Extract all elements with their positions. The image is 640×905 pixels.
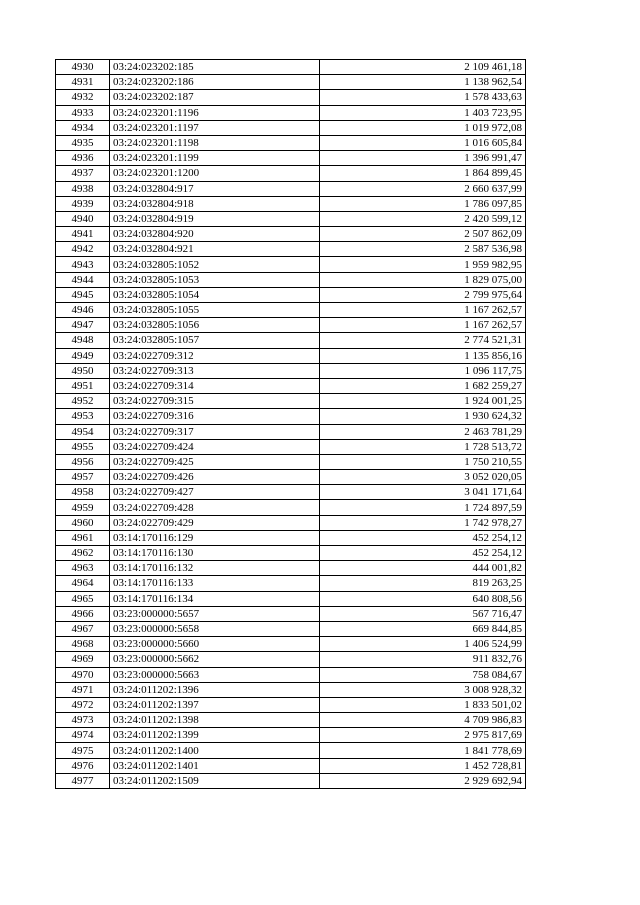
row-number-cell: 4964 <box>56 576 110 591</box>
row-number-cell: 4954 <box>56 424 110 439</box>
row-number-cell: 4946 <box>56 303 110 318</box>
row-number-cell: 4959 <box>56 500 110 515</box>
cadastral-number-cell: 03:24:032805:1053 <box>110 272 320 287</box>
cadastral-value-cell: 2 929 692,94 <box>320 773 526 788</box>
table-row <box>56 591 526 606</box>
table-body <box>56 60 526 789</box>
row-number-cell: 4963 <box>56 561 110 576</box>
row-number-cell: 4945 <box>56 287 110 302</box>
table-row <box>56 576 526 591</box>
row-number-cell: 4975 <box>56 743 110 758</box>
table-row <box>56 546 526 561</box>
row-number-cell: 4930 <box>56 60 110 75</box>
table-row <box>56 348 526 363</box>
cadastral-number-cell: 03:24:032804:921 <box>110 242 320 257</box>
cadastral-number-cell: 03:24:022709:426 <box>110 470 320 485</box>
row-number-cell: 4966 <box>56 606 110 621</box>
table-row <box>56 90 526 105</box>
row-number-cell: 4935 <box>56 135 110 150</box>
cadastral-value-cell: 2 109 461,18 <box>320 60 526 75</box>
cadastral-value-cell: 1 019 972,08 <box>320 120 526 135</box>
cadastral-value-cell: 1 930 624,32 <box>320 409 526 424</box>
cadastral-value-cell: 2 774 521,31 <box>320 333 526 348</box>
cadastral-number-cell: 03:23:000000:5663 <box>110 667 320 682</box>
row-number-cell: 4962 <box>56 546 110 561</box>
cadastral-number-cell: 03:24:011202:1399 <box>110 728 320 743</box>
table-row <box>56 196 526 211</box>
table-row <box>56 303 526 318</box>
table-row <box>56 424 526 439</box>
table-row <box>56 105 526 120</box>
cadastral-value-cell: 1 829 075,00 <box>320 272 526 287</box>
cadastral-number-cell: 03:14:170116:133 <box>110 576 320 591</box>
table-row <box>56 758 526 773</box>
cadastral-value-cell: 1 396 991,47 <box>320 151 526 166</box>
cadastral-number-cell: 03:23:000000:5657 <box>110 606 320 621</box>
cadastral-value-cell: 1 833 501,02 <box>320 697 526 712</box>
row-number-cell: 4949 <box>56 348 110 363</box>
table-row <box>56 135 526 150</box>
cadastral-value-cell: 2 799 975,64 <box>320 287 526 302</box>
row-number-cell: 4974 <box>56 728 110 743</box>
table-row <box>56 561 526 576</box>
table-row <box>56 439 526 454</box>
table-row <box>56 318 526 333</box>
table-row <box>56 682 526 697</box>
row-number-cell: 4972 <box>56 697 110 712</box>
cadastral-number-cell: 03:24:022709:312 <box>110 348 320 363</box>
cadastral-number-cell: 03:24:011202:1401 <box>110 758 320 773</box>
cadastral-number-cell: 03:24:032804:918 <box>110 196 320 211</box>
cadastral-number-cell: 03:24:011202:1509 <box>110 773 320 788</box>
cadastral-value-cell: 819 263,25 <box>320 576 526 591</box>
cadastral-number-cell: 03:24:022709:429 <box>110 515 320 530</box>
table-row <box>56 378 526 393</box>
table-row <box>56 242 526 257</box>
cadastral-number-cell: 03:24:022709:428 <box>110 500 320 515</box>
cadastral-value-cell: 3 052 020,05 <box>320 470 526 485</box>
row-number-cell: 4958 <box>56 485 110 500</box>
cadastral-number-cell: 03:24:022709:316 <box>110 409 320 424</box>
cadastral-number-cell: 03:24:011202:1400 <box>110 743 320 758</box>
table-row <box>56 773 526 788</box>
cadastral-number-cell: 03:24:032804:917 <box>110 181 320 196</box>
cadastral-number-cell: 03:24:022709:425 <box>110 454 320 469</box>
row-number-cell: 4967 <box>56 621 110 636</box>
cadastral-value-cell: 1 724 897,59 <box>320 500 526 515</box>
cadastral-number-cell: 03:24:023201:1196 <box>110 105 320 120</box>
cadastral-number-cell: 03:24:032805:1054 <box>110 287 320 302</box>
row-number-cell: 4976 <box>56 758 110 773</box>
cadastral-number-cell: 03:24:022709:313 <box>110 363 320 378</box>
table-row <box>56 485 526 500</box>
cadastral-value-cell: 1 016 605,84 <box>320 135 526 150</box>
row-number-cell: 4951 <box>56 378 110 393</box>
cadastral-value-cell: 758 084,67 <box>320 667 526 682</box>
cadastral-value-cell: 1 135 856,16 <box>320 348 526 363</box>
table-row <box>56 728 526 743</box>
cadastral-value-cell: 1 406 524,99 <box>320 637 526 652</box>
cadastral-value-cell: 1 750 210,55 <box>320 454 526 469</box>
cadastral-number-cell: 03:24:023201:1200 <box>110 166 320 181</box>
table-row <box>56 515 526 530</box>
cadastral-number-cell: 03:24:023202:185 <box>110 60 320 75</box>
cadastral-value-cell: 4 709 986,83 <box>320 713 526 728</box>
table-row <box>56 272 526 287</box>
row-number-cell: 4960 <box>56 515 110 530</box>
cadastral-number-cell: 03:23:000000:5660 <box>110 637 320 652</box>
cadastral-value-cell: 2 507 862,09 <box>320 227 526 242</box>
cadastral-value-cell: 1 096 117,75 <box>320 363 526 378</box>
cadastral-value-cell: 1 786 097,85 <box>320 196 526 211</box>
cadastral-number-cell: 03:24:022709:424 <box>110 439 320 454</box>
row-number-cell: 4952 <box>56 394 110 409</box>
row-number-cell: 4942 <box>56 242 110 257</box>
cadastral-number-cell: 03:24:022709:314 <box>110 378 320 393</box>
table-row <box>56 333 526 348</box>
cadastral-number-cell: 03:24:032805:1056 <box>110 318 320 333</box>
cadastral-value-cell: 2 660 637,99 <box>320 181 526 196</box>
cadastral-value-table <box>55 59 526 789</box>
cadastral-number-cell: 03:14:170116:134 <box>110 591 320 606</box>
row-number-cell: 4968 <box>56 637 110 652</box>
row-number-cell: 4957 <box>56 470 110 485</box>
row-number-cell: 4950 <box>56 363 110 378</box>
row-number-cell: 4941 <box>56 227 110 242</box>
row-number-cell: 4977 <box>56 773 110 788</box>
cadastral-number-cell: 03:24:032804:919 <box>110 211 320 226</box>
cadastral-number-cell: 03:14:170116:130 <box>110 546 320 561</box>
cadastral-value-cell: 1 452 728,81 <box>320 758 526 773</box>
row-number-cell: 4943 <box>56 257 110 272</box>
table-row <box>56 151 526 166</box>
table-row <box>56 743 526 758</box>
cadastral-number-cell: 03:24:022709:427 <box>110 485 320 500</box>
table-row <box>56 637 526 652</box>
row-number-cell: 4970 <box>56 667 110 682</box>
cadastral-number-cell: 03:24:023201:1198 <box>110 135 320 150</box>
cadastral-value-cell: 1 403 723,95 <box>320 105 526 120</box>
cadastral-number-cell: 03:24:032805:1052 <box>110 257 320 272</box>
row-number-cell: 4973 <box>56 713 110 728</box>
cadastral-value-cell: 640 808,56 <box>320 591 526 606</box>
table-row <box>56 470 526 485</box>
cadastral-value-cell: 1 924 001,25 <box>320 394 526 409</box>
table-row <box>56 60 526 75</box>
table-row <box>56 227 526 242</box>
cadastral-number-cell: 03:24:011202:1397 <box>110 697 320 712</box>
row-number-cell: 4932 <box>56 90 110 105</box>
table-row <box>56 75 526 90</box>
table-row <box>56 166 526 181</box>
row-number-cell: 4940 <box>56 211 110 226</box>
cadastral-value-cell: 3 008 928,32 <box>320 682 526 697</box>
cadastral-value-cell: 1 167 262,57 <box>320 318 526 333</box>
row-number-cell: 4933 <box>56 105 110 120</box>
row-number-cell: 4956 <box>56 454 110 469</box>
table-row <box>56 120 526 135</box>
row-number-cell: 4955 <box>56 439 110 454</box>
table-row <box>56 181 526 196</box>
table-row <box>56 667 526 682</box>
cadastral-value-cell: 1 742 978,27 <box>320 515 526 530</box>
row-number-cell: 4971 <box>56 682 110 697</box>
cadastral-number-cell: 03:24:032804:920 <box>110 227 320 242</box>
cadastral-value-cell: 1 682 259,27 <box>320 378 526 393</box>
cadastral-value-cell: 1 167 262,57 <box>320 303 526 318</box>
table-row <box>56 287 526 302</box>
row-number-cell: 4961 <box>56 530 110 545</box>
cadastral-value-cell: 452 254,12 <box>320 546 526 561</box>
table-row <box>56 363 526 378</box>
row-number-cell: 4934 <box>56 120 110 135</box>
row-number-cell: 4947 <box>56 318 110 333</box>
table-row <box>56 606 526 621</box>
cadastral-value-cell: 669 844,85 <box>320 621 526 636</box>
table-row <box>56 621 526 636</box>
cadastral-number-cell: 03:24:023201:1197 <box>110 120 320 135</box>
row-number-cell: 4931 <box>56 75 110 90</box>
cadastral-value-cell: 2 420 599,12 <box>320 211 526 226</box>
cadastral-value-cell: 911 832,76 <box>320 652 526 667</box>
cadastral-number-cell: 03:24:023202:186 <box>110 75 320 90</box>
row-number-cell: 4969 <box>56 652 110 667</box>
row-number-cell: 4965 <box>56 591 110 606</box>
row-number-cell: 4936 <box>56 151 110 166</box>
cadastral-number-cell: 03:14:170116:129 <box>110 530 320 545</box>
cadastral-value-cell: 1 959 982,95 <box>320 257 526 272</box>
cadastral-number-cell: 03:24:023202:187 <box>110 90 320 105</box>
table-row <box>56 713 526 728</box>
table-row <box>56 211 526 226</box>
cadastral-value-cell: 1 138 962,54 <box>320 75 526 90</box>
cadastral-number-cell: 03:24:032805:1057 <box>110 333 320 348</box>
cadastral-value-cell: 1 728 513,72 <box>320 439 526 454</box>
cadastral-number-cell: 03:14:170116:132 <box>110 561 320 576</box>
table-row <box>56 454 526 469</box>
row-number-cell: 4948 <box>56 333 110 348</box>
cadastral-value-cell: 444 001,82 <box>320 561 526 576</box>
cadastral-value-cell: 567 716,47 <box>320 606 526 621</box>
table-row <box>56 257 526 272</box>
cadastral-value-cell: 452 254,12 <box>320 530 526 545</box>
table-row <box>56 500 526 515</box>
cadastral-value-cell: 1 578 433,63 <box>320 90 526 105</box>
cadastral-number-cell: 03:23:000000:5662 <box>110 652 320 667</box>
cadastral-value-cell: 1 841 778,69 <box>320 743 526 758</box>
row-number-cell: 4938 <box>56 181 110 196</box>
cadastral-number-cell: 03:24:011202:1396 <box>110 682 320 697</box>
cadastral-number-cell: 03:24:011202:1398 <box>110 713 320 728</box>
cadastral-number-cell: 03:24:032805:1055 <box>110 303 320 318</box>
cadastral-value-cell: 2 587 536,98 <box>320 242 526 257</box>
table-row <box>56 530 526 545</box>
row-number-cell: 4937 <box>56 166 110 181</box>
cadastral-number-cell: 03:23:000000:5658 <box>110 621 320 636</box>
table-row <box>56 394 526 409</box>
cadastral-value-cell: 1 864 899,45 <box>320 166 526 181</box>
table-row <box>56 409 526 424</box>
table-row <box>56 697 526 712</box>
row-number-cell: 4953 <box>56 409 110 424</box>
cadastral-value-cell: 2 975 817,69 <box>320 728 526 743</box>
row-number-cell: 4939 <box>56 196 110 211</box>
table-row <box>56 652 526 667</box>
cadastral-value-cell: 2 463 781,29 <box>320 424 526 439</box>
cadastral-number-cell: 03:24:022709:317 <box>110 424 320 439</box>
row-number-cell: 4944 <box>56 272 110 287</box>
cadastral-number-cell: 03:24:022709:315 <box>110 394 320 409</box>
cadastral-value-cell: 3 041 171,64 <box>320 485 526 500</box>
cadastral-number-cell: 03:24:023201:1199 <box>110 151 320 166</box>
